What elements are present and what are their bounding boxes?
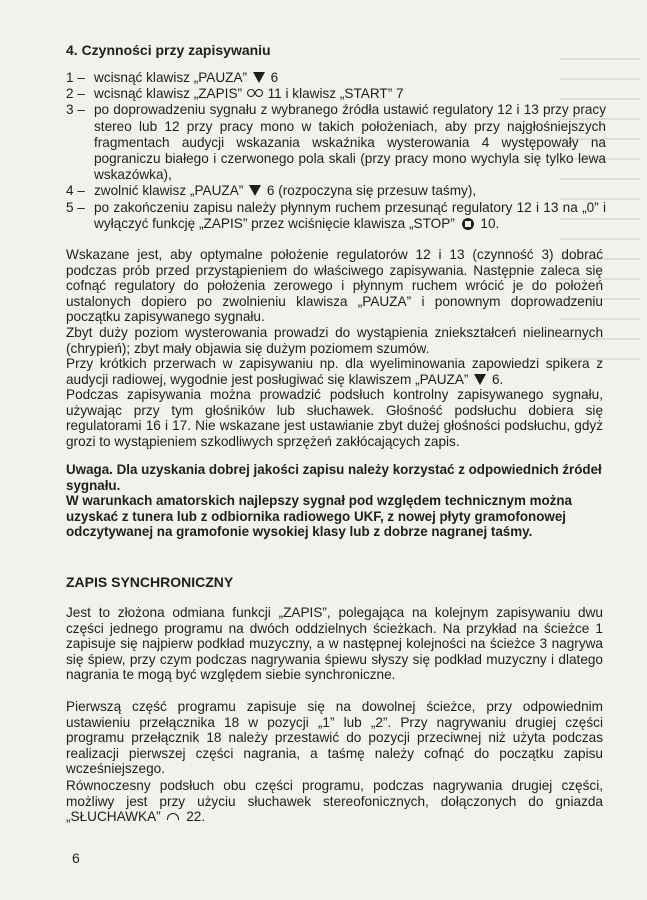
step-text-tail: 6 (rozpoczyna się przesuw taśmy), [263,183,477,199]
paragraph-text: Równoczesny podsłuch obu części programu, podczas nagrywania drugiej części, możliwy jest przy użyciu słuchawek stereofonicznych, dołączonych do gniazda „SŁUCHAWKA” [66,778,603,825]
warning-note [66,462,604,540]
paragraph: Zbyt duży poziom wysterowania prowadzi do wystąpienia zniekształceń nielinearnych (chrypień); zbyt mały objawia się dużym poziomem szumów. [66,325,603,356]
step-number: 2 – [66,86,85,102]
paragraph-text-tail: 22. [182,809,206,825]
paragraph: Podczas zapisywania można prowadzić podsłuch kontrolny zapisywanego sygnału, używając przy tym głośników lub słuchawek. Głośność podsłuchu dobiera się regulatorami 16 i 17. Nie wskazane jest ustawianie zbyt dużej głośności podsłuchu, gdyż grozi to wystąpieniem szkodliwych sprzężeń zakłócających zapis. [66,387,603,449]
paragraph [66,356,603,387]
paragraph: Pierwszą część programu zapisuje się na dowolnej ścieżce, przy odpowiednim ustawieniu przełącznika 18 w pozycji „1” lub „2”. Przy nagrywaniu drugiej części programu przełącznik 18 należy przestawić do pozycji przeciwnej niż użyta podczas realizacji pierwszej części nagrania, a taśmę należy cofnąć do początku zapisu wcześniejszego. [66,699,603,777]
paragraph [66,778,603,825]
step-number: 3 – [66,102,85,118]
pause-triangle-icon [249,185,261,196]
steps-list [66,70,606,232]
paragraph-text: Przy krótkich przerwach w zapisywaniu np. dla wyeliminowania zapowiedzi spikera z audycji radiowej, wygodnie jest posługiwać się klawiszem „PAUZA” [66,356,603,387]
step-text: wcisnąć klawisz „PAUZA” [94,70,248,85]
step-item [66,86,606,102]
step-number: 4 – [66,183,85,199]
warning-line: W warunkach amatorskich najlepszy sygnał pod względem technicznym można uzyskać z tunera lub z odbiornika radiowego UKF, z nowej płyty gramofonowej odczytywanej na gramofonie wysokiej klasy lub z dobrze nagranej taśmy. [66,493,573,540]
page-number: 6 [72,850,80,866]
step-text-tail: 6 [266,70,279,85]
step-item [66,183,606,199]
step-item [66,102,606,183]
step-text: po doprowadzeniu sygnału z wybranego źródła ustawić regulatory 12 i 13 przy pracy stereo lub 12 przy pracy mono w takich położeniach, aby przy najgłośniejszych fragmentach audycji wskazania wskaźnika wysterowania 4 występowały na pograniczu białego i czerwonego pola skali (przy pracy mono wychyla się tylko lewa wskazówka), [94,102,606,183]
step-text: po zakończeniu zapisu należy płynnym ruchem przesunąć regulatory 12 i 13 na „0” i wyłączyć funkcję „ZAPIS” przez wciśnięcie klawisza „STOP” [94,199,606,231]
pause-triangle-icon [474,374,486,385]
paragraph: Jest to złożona odmiana funkcji „ZAPIS”, polegająca na kolejnym zapisywaniu dwu części jednego programu na dwóch oddzielnych ścieżkach. Na przykład na ścieżce 1 zapisuje się najpierw podkład muzyczny, a w następnej kolejności na ścieżce 3 nagrywa się śpiew, przy czym podczas nagrywania śpiewu słyszy się podkład muzyczny i dlatego nagrania te mogą być względem siebie synchroniczne. [66,605,603,683]
pause-triangle-icon [253,72,265,83]
section-heading: ZAPIS SYNCHRONICZNY [66,574,234,590]
section-heading: 4. Czynności przy zapisywaniu [66,42,271,58]
step-text: zwolnić klawisz „PAUZA” [94,183,244,199]
headphones-icon [167,813,179,820]
warning-line: Uwaga. Dla uzyskania dobrej jakości zapisu należy korzystać z odpowiednich źródeł sygnału. [66,462,602,493]
step-text-tail: 10. [476,215,500,231]
stop-button-icon [462,218,474,230]
paragraph: Wskazane jest, aby optymalne położenie regulatorów 12 i 13 (czynność 3) dobrać podczas prób przed przystąpieniem do właściwego zapisywania. Następnie zaleca się cofnąć regulatory do położenia zerowego i płynnym ruchem wrócić je do położeń ustalonych dopiero po zwolnieniu klawisza „PAUZA” i ponownym doprowadzeniu początku zapisywanego sygnału. [66,247,603,325]
step-number: 1 – [66,70,85,85]
step-text: wcisnąć klawisz „ZAPIS” [94,86,243,102]
step-item [66,200,606,232]
step-number: 5 – [66,199,85,215]
step-text-tail: 11 i klawisz „START” 7 [263,86,404,102]
paragraph-text-tail: 6. [488,371,504,387]
tape-reel-icon [248,89,262,97]
step-item [66,70,606,86]
